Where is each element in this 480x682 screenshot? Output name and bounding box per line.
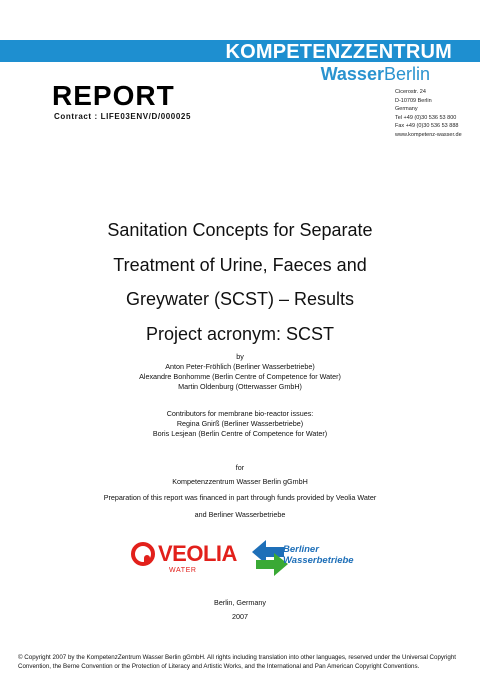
title-line: Project acronym: SCST (145, 323, 335, 344)
veolia-emblem-icon (131, 542, 155, 566)
berliner-wasserbetriebe-logo (250, 538, 370, 578)
title-line: Sanitation Concepts for Separate (107, 220, 373, 240)
funding-note-line1: Preparation of this report was financed in part through funds provided by Veolia Water (103, 493, 377, 502)
kompetenzzentrum-logo: KOMPETENZZENTRUM (225, 41, 452, 63)
contract-number: Contract : LIFE03ENV/D/000025 (54, 112, 191, 121)
publication-year: 2007 (232, 612, 248, 621)
bwb-line2: Wasserbetriebe (283, 555, 354, 566)
for-label: for (235, 463, 245, 472)
address-website: www.kompetenz-wasser.de (395, 131, 462, 138)
logo-berlin: Berlin (383, 64, 430, 84)
title-line: Treatment of Urine, Faeces and (113, 254, 367, 275)
veolia-wordmark: VEOLIA (158, 541, 237, 566)
address-block (395, 88, 462, 140)
veolia-water-label: WATER (169, 567, 197, 574)
author-name: Anton Peter-Fröhlich (Berliner Wasserbetriebe) (165, 362, 315, 371)
authors-block (0, 352, 480, 392)
organisation-name: Kompetenzzentrum Wasser Berlin gGmbH (172, 477, 308, 486)
address-line: Cicerostr. 24 (395, 89, 426, 95)
title-line: Greywater (SCST) – Results (125, 289, 355, 309)
address-fax: Fax +49 (0)30 536 53 888 (395, 123, 459, 130)
bwb-wordmark (283, 544, 354, 566)
logo-wasser: Wasser (320, 64, 384, 84)
contributors-block (0, 409, 480, 439)
contributor-name: Regina Gnirß (Berliner Wasserbetriebe) (176, 419, 304, 428)
address-line: Germany (395, 106, 418, 113)
bwb-line1: Berliner (283, 544, 319, 555)
address-line: D-10709 Berlin (395, 97, 432, 104)
contributor-name: Boris Lesjean (Berlin Centre of Competence for Water) (152, 429, 328, 438)
report-heading: REPORT (52, 80, 175, 111)
address-phone: Tel +49 (0)30 536 53 800 (395, 114, 457, 121)
wasser-berlin-logo (321, 64, 430, 84)
copyright-notice: © Copyright 2007 by the KompetenzZentrum Wasser Berlin gGmbH. All rights including translation into other languages, reserved under the Universal Copyright Convention, the Berne Convention or the Protection of Literacy and Artistic Works, and the International and Pan American Copyright Conventions. (18, 654, 457, 670)
document-title (0, 213, 480, 351)
author-name: Martin Oldenburg (Otterwasser GmbH) (178, 382, 302, 391)
place-of-publication: Berlin, Germany (214, 598, 266, 607)
by-label: by (236, 352, 244, 361)
veolia-logo (131, 540, 241, 580)
funding-note-line2: and Berliner Wasserbetriebe (194, 510, 286, 519)
author-name: Alexandre Bonhomme (Berlin Centre of Competence for Water) (139, 372, 341, 381)
contributors-heading: Contributors for membrane bio-reactor issues: (166, 409, 314, 418)
